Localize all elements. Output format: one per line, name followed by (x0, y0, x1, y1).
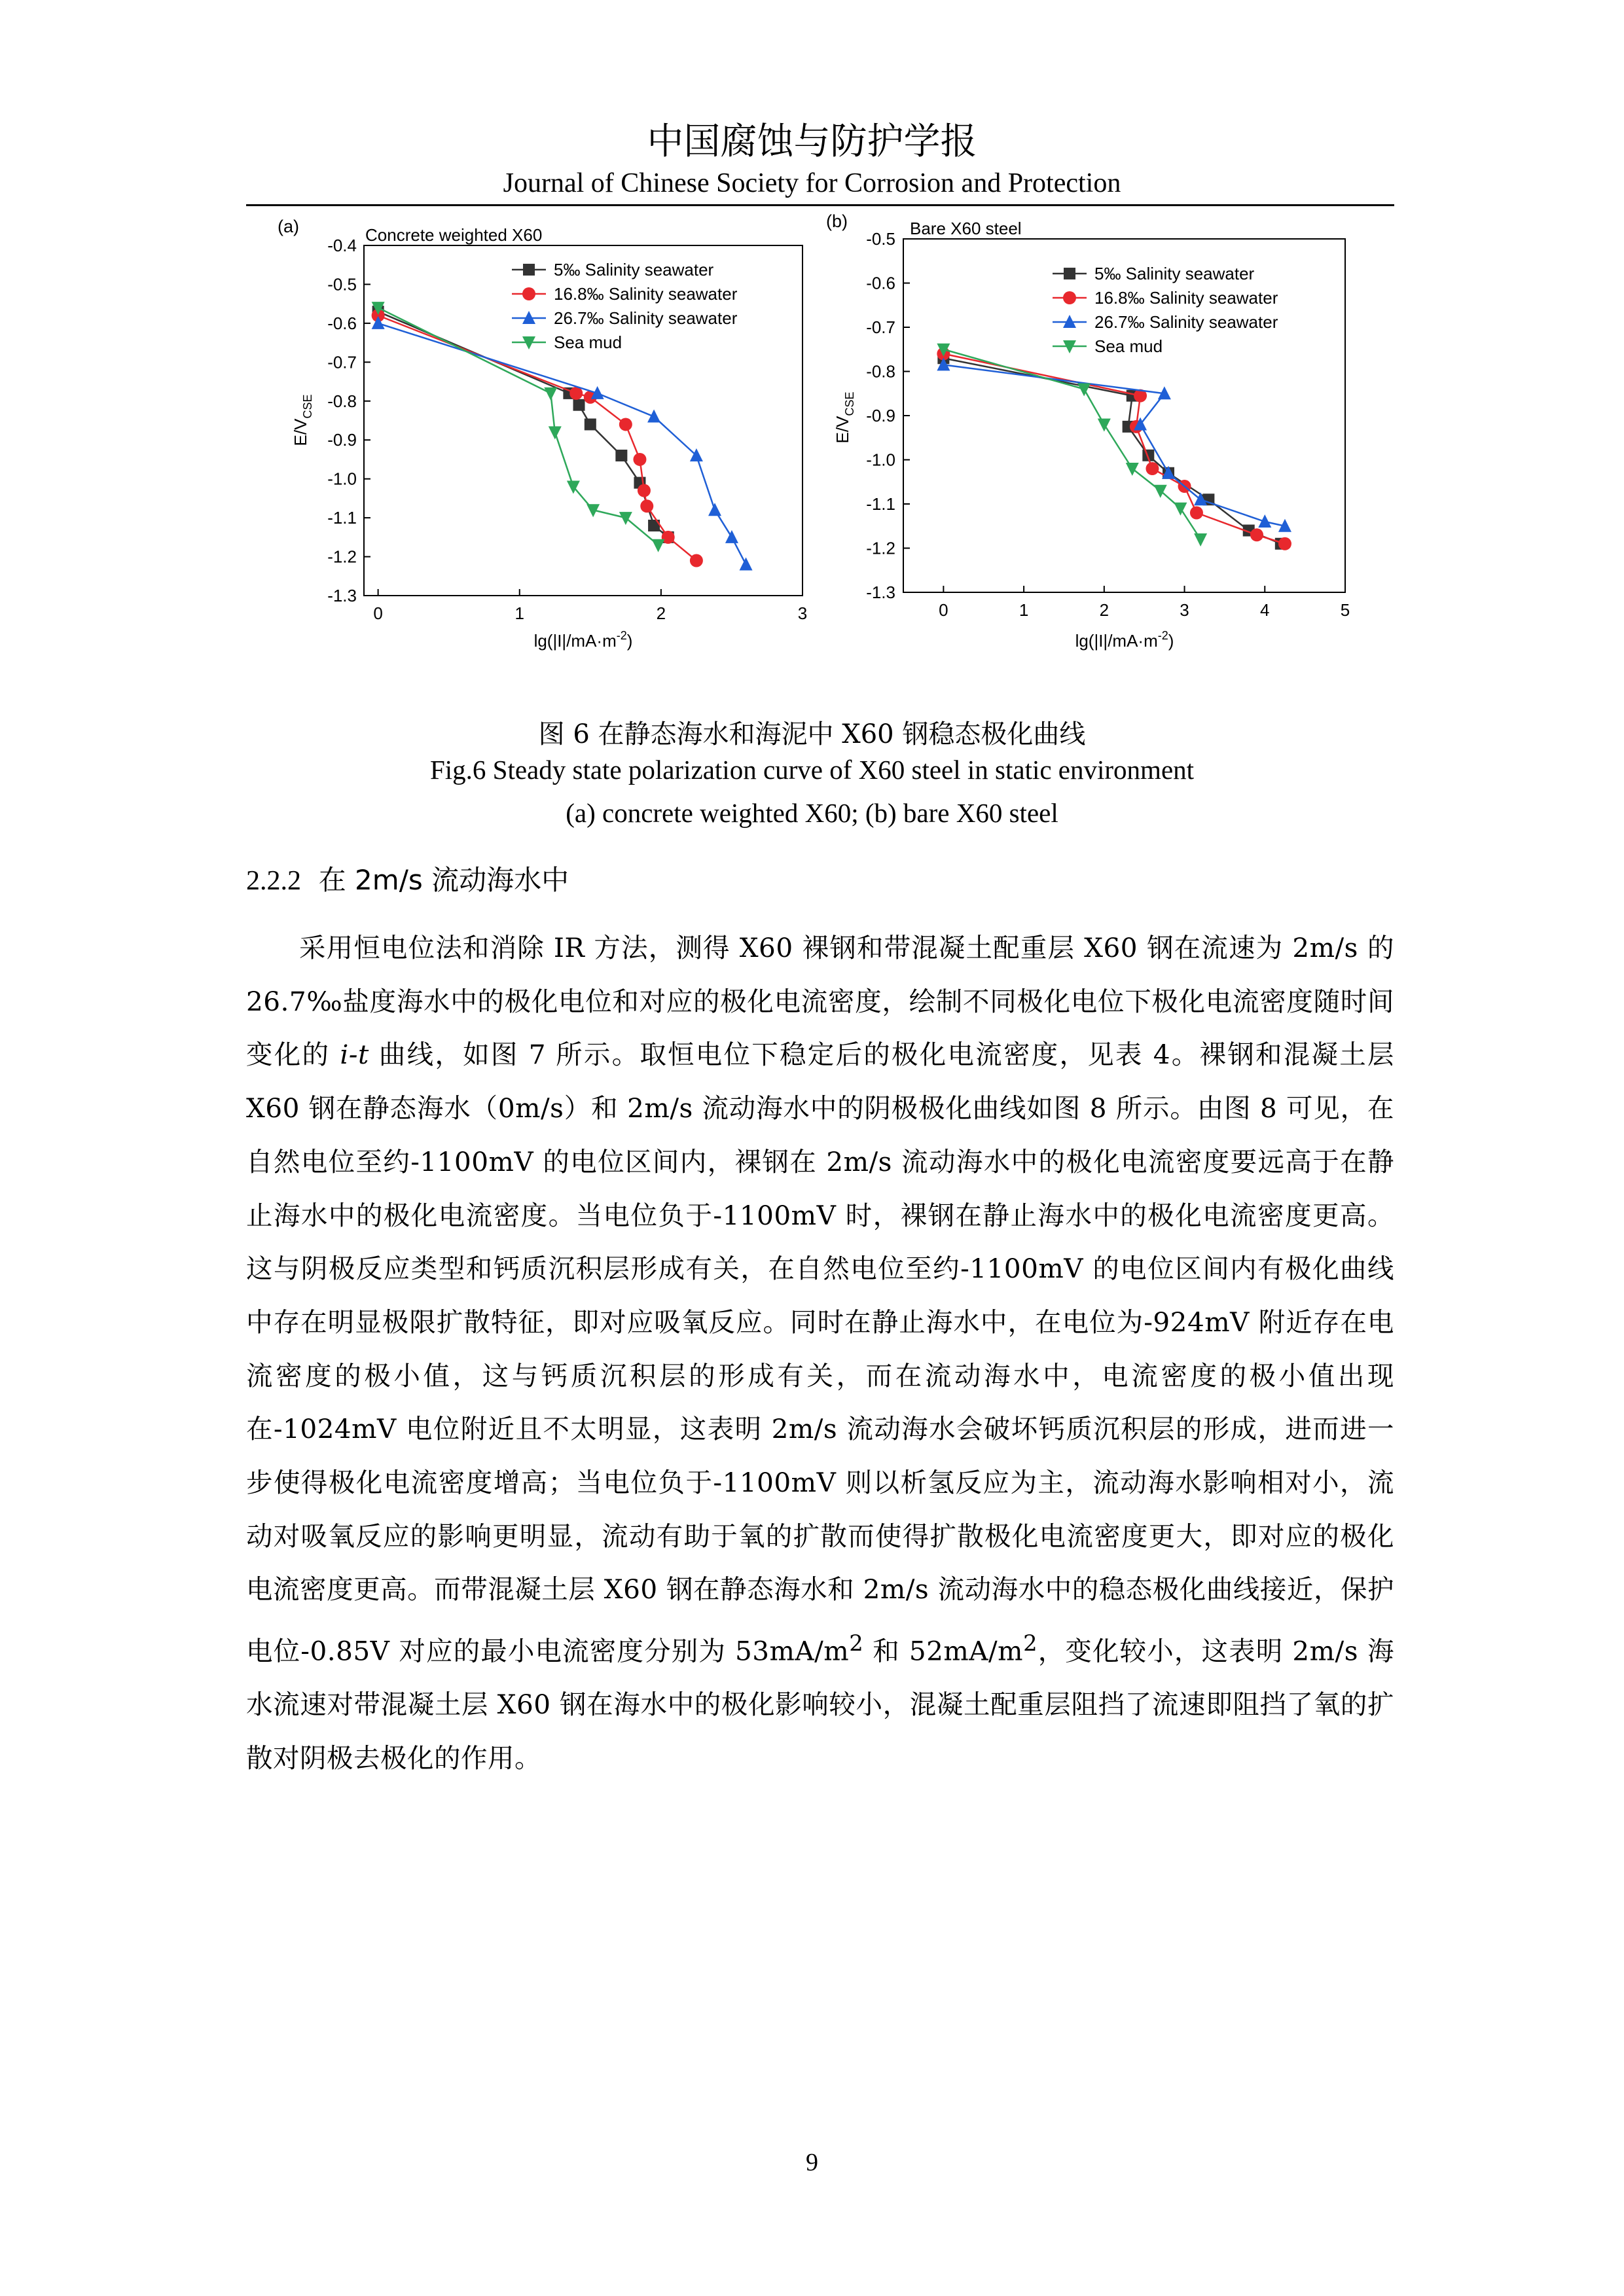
x-axis-label (1075, 629, 1174, 651)
it-symbol: i-t (340, 1039, 369, 1071)
figure-6 (0, 0, 1624, 694)
x-tick-label: 1 (514, 603, 524, 623)
y-tick-label: -0.8 (327, 391, 357, 411)
superscript: 2 (849, 1630, 864, 1657)
data-point (708, 503, 721, 516)
paragraph-text: ，变化较小，这表明 2m/s 海水流速对带混凝土层 X60 钢在海水中的极化影响较小，混凝土配重层阻挡了流速即阻挡了氧的扩散对阴极去极化的作用。 (246, 1635, 1394, 1774)
y-tick-label: -0.6 (327, 313, 357, 333)
series-line (378, 323, 746, 565)
data-point (1077, 384, 1091, 397)
x-axis-label-sup: -2 (1157, 629, 1168, 642)
legend-marker (1064, 268, 1075, 279)
series-3 (372, 316, 753, 571)
data-point (652, 539, 665, 552)
series-4 (937, 344, 1207, 547)
series-3 (937, 357, 1291, 531)
superscript: 2 (1023, 1630, 1038, 1657)
y-axis-label-sub: CSE (301, 394, 314, 419)
y-tick-label: -0.4 (327, 236, 357, 255)
y-axis-label-text: E/V (291, 418, 310, 446)
series-2 (937, 348, 1291, 550)
data-point (1250, 528, 1263, 541)
legend-label: 5‰ Salinity seawater (1094, 264, 1255, 283)
chart-panel-a (278, 217, 807, 651)
x-axis-label-text: lg(|I|/mA·m (533, 631, 617, 651)
body-paragraph (246, 922, 1394, 1785)
data-point (1194, 533, 1207, 547)
data-point (690, 554, 703, 567)
series-line (943, 350, 1200, 539)
legend-label: 16.8‰ Salinity seawater (1094, 288, 1278, 308)
legend-label: 26.7‰ Salinity seawater (1094, 312, 1278, 332)
page-number: 9 (806, 2149, 818, 2176)
x-axis-label-text: lg(|I|/mA·m (1075, 631, 1158, 651)
y-axis-label-text: E/V (833, 416, 852, 444)
y-tick-label: -0.9 (866, 406, 895, 425)
panel-label: (a) (278, 217, 299, 236)
data-point (1146, 462, 1159, 475)
x-axis-label (534, 629, 633, 651)
x-tick-label: 5 (1340, 600, 1350, 620)
section-title: 在 2m/s 流动海水中 (318, 864, 569, 896)
legend-label: 5‰ Salinity seawater (554, 260, 714, 279)
y-axis-label (833, 392, 856, 444)
data-point (573, 399, 585, 411)
x-axis-label-close: ) (626, 631, 633, 651)
data-point (633, 453, 646, 466)
data-point (619, 512, 632, 525)
paragraph-text: 曲线，如图 7 所示。取恒电位下稳定后的极化电流密度，见表 4。裸钢和混凝土层 X60 钢在静态海水（0m/s）和 2m/s 流动海水中的阴极极化曲线如图 8 所示。由图 8 可见，在自然电位至约-1100mV 的电位区间内，裸钢在 2m/s 流动海水中的极化电流密度要远高于在静止海水中的极化电流密度。当电位负于-1100mV 时，裸钢在静止海水中的极化电流密度更高。这与阴极反应类型和钙质沉积层形成有关，在自然电位至约-1100mV 的电位区间内有极化曲线中存在明显极限扩散特征，即对应吸氧反应。同时在静止海水中，在电位为-924mV 附近存在电流密度的极小值，这与钙质沉积层的形成有关，而在流动海水中，电流密度的极小值出现在-1024mV 电位附近且不太明显，这表明 2m/s 流动海水会破坏钙质沉积层的形成，进而进一步使得极化电流密度增高；当电位负于-1100mV 则以析氢反应为主，流动海水影响相对小，流动对吸氧反应的影响更明显，流动有助于氧的扩散而使得扩散极化电流密度更大，即对应的极化电流密度更高。而带混凝土层 X60 钢在静态海水和 2m/s 流动海水中的稳态极化曲线接近，保护电位-0.85V 对应的最小电流密度分别为 53mA/m (246, 1039, 1394, 1667)
figure-caption-en: Fig.6 Steady state polarization curve of X60 steel in static environment (429, 755, 1195, 785)
data-point (1278, 537, 1291, 550)
x-tick-label: 0 (373, 603, 383, 623)
legend-marker (523, 264, 535, 276)
series-line (943, 365, 1285, 526)
data-point (725, 530, 738, 543)
chart-panel-b (826, 211, 1350, 651)
legend-label: Sea mud (1094, 336, 1163, 356)
data-point (638, 484, 651, 497)
data-point (1126, 463, 1139, 476)
x-tick-label: 0 (939, 600, 948, 620)
y-tick-label: -0.7 (327, 352, 357, 372)
data-point (544, 387, 557, 401)
x-axis-label-sup: -2 (616, 629, 627, 642)
chart-title: Bare X60 steel (910, 219, 1022, 238)
data-point (615, 450, 627, 461)
journal-title-cn: 中国腐蚀与防护学报 (647, 120, 977, 163)
legend-label: 16.8‰ Salinity seawater (554, 284, 738, 304)
y-tick-label: -1.3 (866, 583, 895, 602)
x-tick-label: 1 (1019, 600, 1029, 620)
section-heading (246, 859, 569, 898)
y-tick-label: -0.5 (866, 229, 895, 249)
paragraph-text: 采用恒电位法和消除 IR 方法，测得 X60 裸钢和带混凝土配重层 X60 钢在流速为 2m/s 的 26.7‰盐度海水中的极化电位和对应的极化电流密度，绘制不同极化电位下极化电流密度随时间变化的 (246, 932, 1394, 1071)
x-tick-label: 2 (1099, 600, 1110, 620)
x-tick-label: 4 (1260, 600, 1270, 620)
y-tick-label: -0.6 (866, 273, 895, 293)
y-tick-label: -1.0 (866, 450, 895, 470)
y-tick-label: -0.9 (327, 430, 357, 450)
paragraph-text: 和 52mA/m (863, 1635, 1024, 1667)
x-tick-label: 3 (797, 603, 808, 623)
data-point (662, 531, 675, 544)
data-point (1154, 485, 1167, 498)
data-point (640, 499, 653, 512)
data-point (585, 418, 596, 430)
legend-label: 26.7‰ Salinity seawater (554, 308, 738, 328)
data-point (1258, 514, 1271, 528)
x-axis-label-close: ) (1168, 631, 1174, 651)
panel-label: (b) (826, 211, 848, 231)
data-point (1174, 503, 1187, 516)
legend-marker (522, 287, 535, 300)
figure-caption-subpanels: (a) concrete weighted X60; (b) bare X60 steel (566, 798, 1058, 828)
data-point (549, 426, 562, 439)
y-axis-label-sub: CSE (843, 391, 856, 416)
data-point (1190, 507, 1203, 520)
y-tick-label: -1.2 (327, 547, 357, 567)
legend-marker (1063, 291, 1076, 304)
y-tick-label: -1.2 (866, 538, 895, 558)
y-axis-label (291, 395, 314, 446)
y-tick-label: -1.3 (327, 586, 357, 605)
data-point (619, 418, 632, 431)
data-point (740, 557, 753, 570)
x-tick-label: 2 (656, 603, 666, 623)
data-point (647, 410, 660, 423)
section-number: 2.2.2 (246, 866, 301, 896)
y-tick-label: -0.7 (866, 317, 895, 337)
y-tick-label: -0.5 (327, 274, 357, 295)
data-point (1098, 419, 1111, 432)
chart-title: Concrete weighted X60 (365, 225, 543, 245)
x-tick-label: 3 (1180, 600, 1189, 620)
figure-caption-cn: 图 6 在静态海水和海泥中 X60 钢稳态极化曲线 (538, 719, 1086, 749)
y-tick-label: -1.1 (866, 494, 895, 514)
journal-title-en: Journal of Chinese Society for Corrosion and Protection (503, 168, 1121, 198)
y-tick-label: -1.1 (327, 508, 357, 528)
series-line (943, 354, 1285, 544)
y-tick-label: -1.0 (327, 469, 357, 489)
legend-label: Sea mud (554, 332, 623, 352)
series-1 (937, 352, 1286, 550)
y-tick-label: -0.8 (866, 361, 895, 382)
